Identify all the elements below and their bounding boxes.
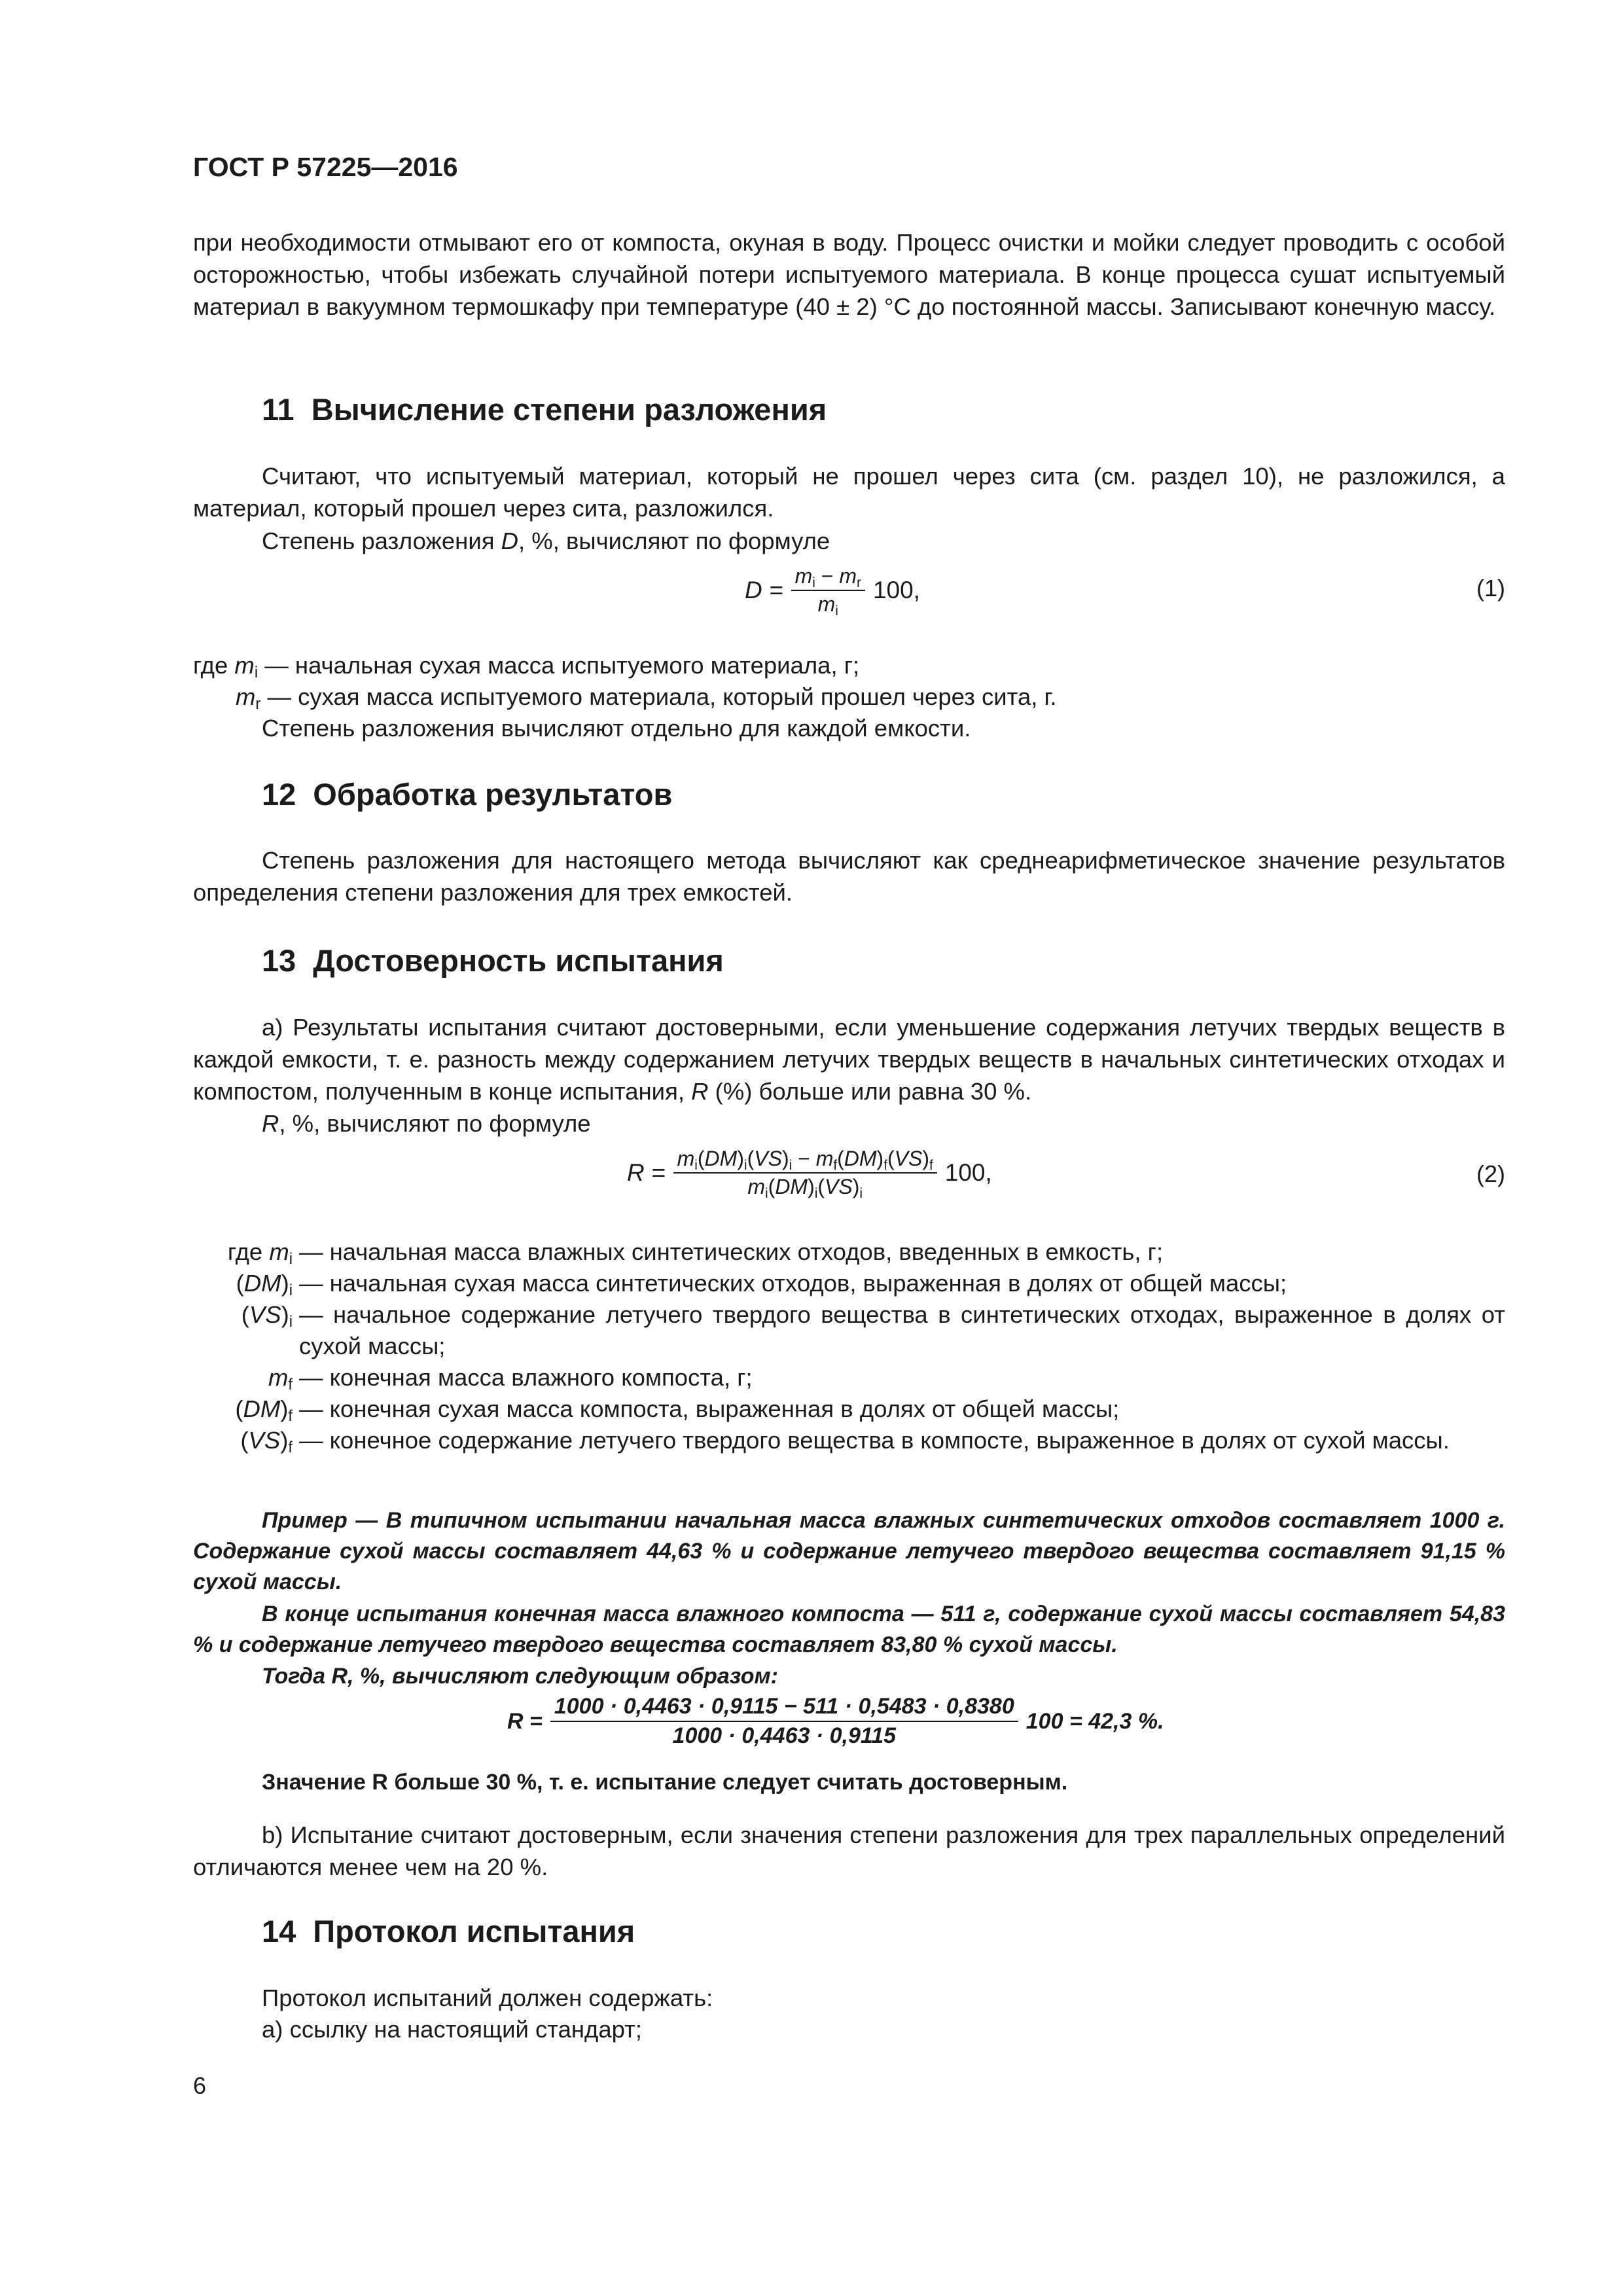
example-paragraph-2: В конце испытания конечная масса влажного компоста — 511 г, содержание сухой массы составляет 54,83 % и содержание летучего твердого вещества составляет 83,80 % сухой массы.	[193, 1602, 1505, 1657]
example-conclusion: Значение R больше 30 %, т. е. испытание следует считать достоверным.	[262, 1770, 1068, 1795]
formula-2: R = $\frac{m_i(DM)_i(VS)_i - m_f(DM)_f(VS)_f}{m_i(DM)_i(VS)_i}$ 100,	[627, 1147, 992, 1201]
formula-2-fraction: $\frac{m_i(DM)_i(VS)_i - m_f(DM)_f(VS)_f}{m_i(DM)_i(VS)_i}$	[673, 1147, 937, 1199]
section-12-heading: 12 Обработка результатов	[262, 777, 673, 812]
section-title: Вычисление степени разложения	[311, 392, 827, 427]
definition-row: $(VS)_i$ — начальное содержание летучего твердого вещества в синтетических отходах, выраженное в долях от сухой массы;	[241, 1301, 1505, 1359]
section-14-heading: 14 Протокол испытания	[262, 1914, 635, 1948]
s11-def-2: $m_r$ — сухая масса испытуемого материала, который прошел через сита, г.	[236, 683, 1057, 713]
s14-list-item-a: a) ссылку на настоящий стандарт;	[262, 2016, 642, 2043]
s14-paragraph-1: Протокол испытаний должен содержать:	[262, 1984, 713, 2011]
s13-paragraph-r: R, %, вычисляют по формуле	[262, 1110, 591, 1137]
s11-def-1: где $m_i$ — начальная сухая масса испытуемого материала, г;	[193, 652, 860, 681]
definition-row: $(VS)_f$ — конечное содержание летучего твердого вещества в компосте, выраженное в долях от сухой массы.	[240, 1427, 1450, 1456]
s11-paragraph-3: Степень разложения вычисляют отдельно для каждой емкости.	[262, 715, 971, 742]
s13-paragraph-a: a) Результаты испытания считают достоверными, если уменьшение содержания летучих твердых веществ в каждой емкости, т. е. разность между содержанием летучих твердых веществ в начальных синтетических отходах и компостом, полученным в конце испытания, R (%) больше или равна 30 %.	[193, 1014, 1505, 1105]
s13-paragraph-b: b) Испытание считают достоверным, если значения степени разложения для трех параллельных определений отличаются менее чем на 20 %.	[193, 1821, 1505, 1880]
s12-paragraph-1: Степень разложения для настоящего метода вычисляют как среднеарифметическое значение результатов определения степени разложения для трех емкостей.	[193, 847, 1505, 906]
example-paragraph-3: Тогда R, %, вычисляют следующим образом:	[262, 1664, 778, 1689]
example-formula: R = $\frac{1000 \cdot 0,4463 \cdot 0,9115 - 511 \cdot 0,5483 \cdot 0,8380}{1000 \cdot 0,4463 \cdot 0,9115}$ 100 = 42,3 %.	[507, 1694, 1164, 1748]
formula-1-fraction: $\frac{m_i - m_r}{m_i}$	[791, 564, 865, 617]
formula-1-number: (1)	[1476, 575, 1505, 601]
s13-definitions	[193, 1236, 1505, 1456]
definition-row: $(DM)_i$ — начальная сухая масса синтетических отходов, выраженная в долях от общей массы;	[236, 1270, 1287, 1299]
definition-row: $(DM)_f$ — конечная сухая масса компоста, выраженная в долях от общей массы;	[235, 1395, 1120, 1425]
section-number: 11	[262, 392, 294, 427]
page-number: 6	[193, 2072, 207, 2099]
example-paragraph-1: Пример — В типичном испытании начальная масса влажных синтетических отходов составляет 1000 г. Содержание сухой массы составляет 44,63 % и содержание летучего твердого вещества составляет 91,15 % сухой массы.	[193, 1508, 1505, 1594]
formula-1: D = $\frac{m_i - m_r}{m_i}$ 100,	[745, 564, 920, 619]
example-formula-fraction: $\frac{1000 \cdot 0,4463 \cdot 0,9115 - 511 \cdot 0,5483 \cdot 0,8380}{1000 \cdot 0,4463 \cdot 0,9115}$	[550, 1694, 1018, 1749]
section-13-heading: 13 Достоверность испытания	[262, 943, 724, 978]
s11-paragraph-2: Степень разложения D, %, вычисляют по формуле	[262, 528, 830, 554]
formula-2-number: (2)	[1476, 1160, 1505, 1187]
definition-row: где $m_i$ — начальная масса влажных синтетических отходов, введенных в емкость, г;	[227, 1238, 1164, 1268]
definition-row: $m_f$ — конечная масса влажного компоста, г;	[268, 1364, 753, 1393]
s11-paragraph-1: Считают, что испытуемый материал, который не прошел через сита (см. раздел 10), не разложился, а материал, который прошел через сита, разложился.	[193, 463, 1505, 522]
section-11-heading	[262, 391, 827, 427]
intro-paragraph: при необходимости отмывают его от компоста, окуная в воду. Процесс очистки и мойки следует проводить с особой осторожностью, чтобы избежать случайной потери испытуемого материала. В конце процесса сушат испытуемый материал в вакуумном термошкафу при температуре (40 ± 2) °С до постоянной массы. Записывают конечную массу.	[193, 229, 1505, 320]
document-header: ГОСТ Р 57225—2016	[193, 152, 458, 182]
